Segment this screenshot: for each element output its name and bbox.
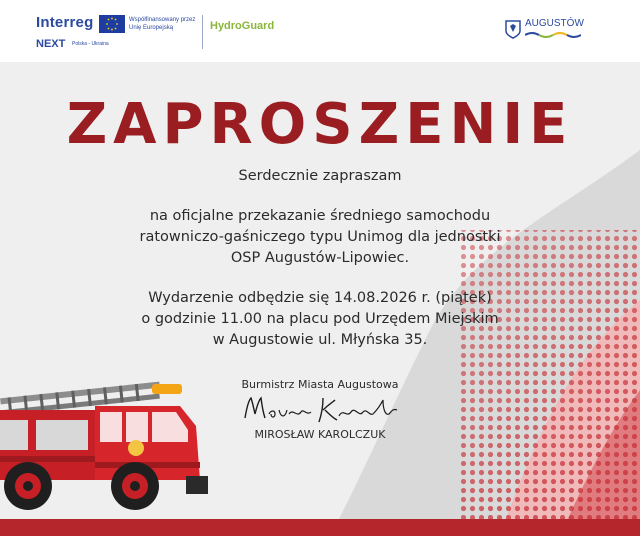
event-line: o godzinie 11.00 na placu pod Urzędem Miejskim [141,311,499,327]
interreg-logo: Interreg [36,14,94,31]
header-divider [202,15,203,49]
body-line: OSP Augustów-Lipowiec. [230,250,410,266]
augustow-logo: AUGUSTÓW [525,18,584,29]
event-line: Wydarzenie odbędzie się 14.08.2026 r. (piątek) [148,290,492,306]
signatory-role: Burmistrz Miasta Augustowa [241,378,399,391]
bottom-bar [0,519,640,536]
handwritten-signature [241,394,401,426]
hydroguard-logo: HydroGuard [210,20,275,32]
beacon-light [152,384,182,394]
body-line: na oficjalne przekazanie średniego samochodu [149,208,491,224]
bumper [186,476,208,494]
eu-flag-icon [99,15,125,33]
header-bar [0,0,640,62]
greeting-text: Serdecznie zapraszam [238,168,402,184]
eu-cofinancing-text: Współfinansowany przez Unię Europejską [129,17,196,31]
city-logo-waves [525,31,581,39]
event-line: w Augustowie ul. Młyńska 35. [212,332,428,348]
fire-truck-illustration [0,376,215,511]
wheel [4,462,52,510]
next-logo: NEXT [36,38,66,50]
signatory-name: MIROSŁAW KAROLCZUK [254,428,386,441]
body-line: ratowniczo-gaśniczego typu Unimog dla jednostki [139,229,501,245]
invitation-title: ZAPROSZENIE [66,92,574,157]
fire-badge-icon [128,440,144,456]
wheel [111,462,159,510]
next-subtitle: Polska - Ukraina [72,41,109,47]
city-crest-icon [505,20,521,39]
